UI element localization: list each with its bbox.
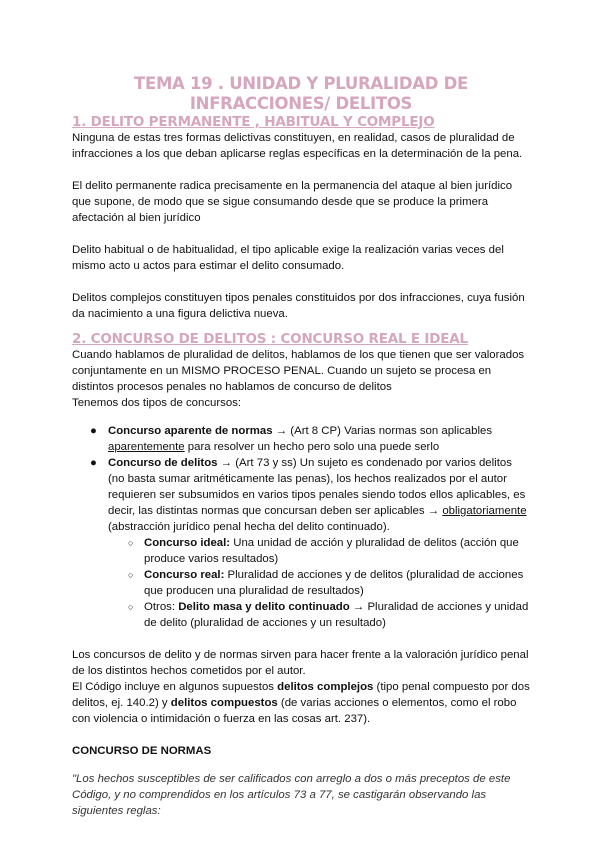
item-term: Concurso real: (144, 569, 225, 581)
item-text: → (Art 8 CP) Varias normas son aplicables (272, 425, 493, 437)
item-text: Pluralidad de acciones y de delitos (pluralidad de acciones que producen una pluralidad de resultados) (144, 569, 524, 597)
section-3-heading (72, 743, 530, 759)
paragraph: Delito habitual o de habitualidad, el tipo aplicable exige la realización varias veces del mismo acto u actos para estimar el delito consumado. (72, 244, 504, 272)
sub-list-item (72, 567, 530, 599)
item-text: → Pluralidad de acciones y unidad de delito (pluralidad de acciones y un resultado) (144, 601, 529, 629)
text: (de varias acciones o elementos, como el robo con violencia o intimidación o fuerza en las cosas art. 237). (72, 697, 517, 725)
bold-text: delitos complejos (277, 681, 374, 693)
paragraph (72, 679, 530, 727)
heading-text: CONCURSO DE NORMAS (72, 745, 212, 757)
item-term: Concurso de delitos (108, 457, 218, 469)
concurso-list (72, 423, 530, 631)
item-term: Concurso ideal: (144, 537, 231, 549)
item-text: → (Art 73 y ss) Un sujeto es condenado por varios delitos (no basta sumar aritméticamente las penas), los hechos realizados por el autor requieren ser subsumidos en varios tipos penales siendo todos ellos aplicables, es decir, las distintas normas que concursan deben ser aplicables → (108, 457, 526, 517)
list-item (72, 455, 530, 535)
list-item (72, 423, 530, 455)
sub-list-item (72, 599, 530, 631)
sub-list-item (72, 535, 530, 567)
paragraph: Cuando hablamos de pluralidad de delitos, hablamos de los que tienen que ser valorados conjuntamente en un MISMO PROCESO PENAL. Cuando un sujeto se procesa en distintos procesos penales no hablamos de concurso de delitos (72, 349, 525, 393)
text: El Código incluye en algunos supuestos (72, 681, 278, 693)
section-2-heading: 2. CONCURSO DE DELITOS : CONCURSO REAL E IDEAL (72, 331, 468, 347)
paragraph: Los concursos de delito y de normas sirven para hacer frente a la valoración jurídico penal de los distintos hechos cometidos por el autor. (72, 649, 529, 677)
circle-bullet-icon: ○ (128, 570, 134, 580)
item-text: Una unidad de acción y pluralidad de delitos (acción que produce varios resultados) (144, 537, 519, 565)
paragraph: El delito permanente radica precisamente en la permanencia del ataque al bien jurídico que supone, de modo que se sigue consumando desde que se produce la primera afectación al bien jurídico (72, 180, 513, 224)
quote-paragraph: "Los hechos susceptibles de ser calificados con arreglo a dos o más preceptos de este Código, y no comprendidos en los artículos 73 a 77, se castigarán observando las siguientes reglas: (72, 773, 511, 817)
item-underline: obligatoriamente (442, 505, 527, 517)
item-underline: aparentemente (108, 441, 185, 453)
item-text: (abstracción jurídico penal hecha del delito continuado). (108, 521, 390, 533)
item-term: Concurso aparente de normas (108, 425, 273, 437)
document-title: TEMA 19 . UNIDAD Y PLURALIDAD DE INFRACCIONES/ DELITOS (134, 74, 468, 113)
paragraph: Ninguna de estas tres formas delictivas constituyen, en realidad, casos de pluralidad de infracciones a los que deban aplicarse reglas específicas en la determinación de la pena. (72, 132, 523, 160)
text: (tipo penal compuesto por dos delitos, ej. 140.2) y (72, 681, 530, 709)
paragraph: Tenemos dos tipos de concursos: (72, 397, 242, 409)
section-1-heading: 1. DELITO PERMANENTE , HABITUAL Y COMPLEJO (72, 114, 435, 130)
circle-bullet-icon: ○ (128, 602, 134, 612)
bold-text: delitos compuestos (170, 697, 278, 709)
paragraph: Delitos complejos constituyen tipos penales constituidos por dos infracciones, cuya fusión da nacimiento a una figura delictiva nueva. (72, 292, 525, 320)
item-term: Delito masa y delito continuado (178, 601, 350, 613)
item-prefix: Otros: (144, 601, 179, 613)
circle-bullet-icon: ○ (128, 538, 134, 548)
bullet-icon: ● (90, 425, 97, 437)
item-text: para resolver un hecho pero solo una puede serlo (184, 441, 440, 453)
bullet-icon: ● (90, 457, 97, 469)
